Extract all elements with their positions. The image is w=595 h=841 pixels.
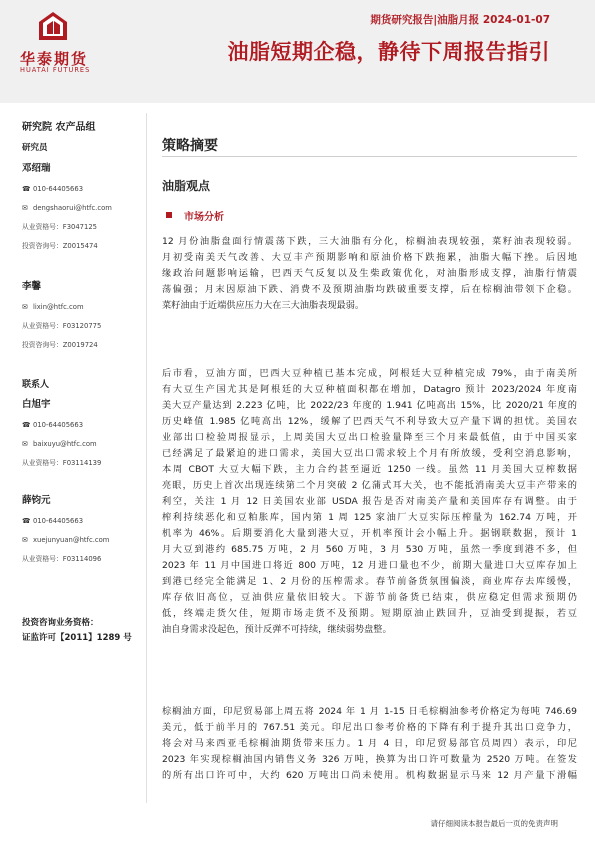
paragraph-line: 菜籽油由于近端供应压力大在三大油脂表现最弱。 xyxy=(162,300,365,311)
paragraph-line: 缘政治问题影响运输，巴西天气反复以及生柴政策优化，对油脂形成支撑，油脂行情震 xyxy=(162,268,577,279)
paragraph-line: 棕榈油方面，印尼贸易部上周五将 2024 年 1 月 1-15 日毛棕榈油参考价格定为每吨 746.69 xyxy=(162,706,577,717)
paragraph-line: 到港已经完全能满足 1、2 月份的压榨需求。春节前备货氛围偏淡，商业库存去库缓慢， xyxy=(162,576,577,587)
analyst-card xyxy=(22,160,142,250)
analyst-email[interactable]: ✉ dengshaorui@htfc.com xyxy=(22,204,112,212)
analyst-name: 邓绍瑞 xyxy=(22,163,51,174)
sidebar xyxy=(22,114,142,153)
license-line: 证监许可【2011】1289 号 xyxy=(22,633,132,643)
section-rule xyxy=(162,156,577,157)
license-info xyxy=(22,616,132,646)
contact-label: 联系人 xyxy=(22,380,50,390)
paragraph-line: 的所有出口许可中，大约 620 万吨出口尚未使用。机构数据显示马来 12 月产量下滑幅 xyxy=(162,770,577,781)
report-tag: 期货研究报告|油脂月报 2024-01-07 xyxy=(370,14,550,26)
paragraph-line: 榨利持续恶化和豆粕胀库，国内第 1 周 125 家油厂大豆实际压榨量为 162.74 万吨，开 xyxy=(162,512,577,523)
phone-icon: ☎ xyxy=(22,517,31,525)
paragraph-line: 已经满足了最紧迫的进口需求，美国大豆出口需求较上个月有所放缓，受利空消息影响， xyxy=(162,448,577,459)
email-icon: ✉ xyxy=(22,440,28,448)
paragraph-line: 油自身需求没起色，预计反弹不可持续，继续弱势盘整。 xyxy=(162,624,392,635)
analyst-practice-no: 从业资格号：F03120775 xyxy=(22,322,102,330)
paragraph-line: 业部出口检验周报显示，上周美国大豆出口检验量降至三个月来最低值，由于中国买家 xyxy=(162,432,577,443)
contact-phone: ☎ 010-64405663 xyxy=(22,421,84,429)
paragraph-line: 利空，关注 1 月 12 日美国农业部 USDA 报告是否对南美产量和美国库存有调整。由于 xyxy=(162,496,577,507)
contact-card xyxy=(22,396,142,467)
phone-icon: ☎ xyxy=(22,421,31,429)
paragraph-line: 将会对马来西亚毛棕榈油期货带来压力。1 月 4 日，印尼贸易部官员周四）表示，印尼 xyxy=(162,738,577,749)
analyst-practice-no: 从业资格号：F3047125 xyxy=(22,223,97,231)
paragraph-line: 美元，低于前半月的 767.51 美元。印尼出口参考价格的下降有利于提升其出口竞争力， xyxy=(162,722,577,733)
email-icon: ✉ xyxy=(22,204,28,212)
disclaimer-note: 请仔细阅读本报告最后一页的免责声明 xyxy=(430,819,558,828)
analyst-advisor-no: 投资咨询号：Z0015474 xyxy=(22,242,98,250)
phone-icon: ☎ xyxy=(22,185,31,193)
contact-name: 薛钧元 xyxy=(22,495,51,506)
license-line: 投资咨询业务资格： xyxy=(22,618,99,628)
paragraph-line: 月初受南美天气改善、大豆丰产预期影响和原油价格下跌拖累，油脂大幅下挫。后因地 xyxy=(162,252,577,263)
analyst-phone: ☎ 010-64405663 xyxy=(22,185,84,193)
sidebar-role: 研究员 xyxy=(22,143,48,153)
paragraph xyxy=(162,704,577,784)
contact-practice-no: 从业资格号：F03114096 xyxy=(22,555,102,563)
paragraph-line: 月大豆到港约 685.75 万吨，2 月 560 万吨，3 月 530 万吨，虽然一季度到港不多，但 xyxy=(162,544,577,555)
paragraph-line: 本周 CBOT 大豆大幅下跌，主力合约甚至逼近 1250 一线。虽然 11 月美国大豆榨数据 xyxy=(162,464,577,475)
paragraph-line: 2023 年 11 月中国进口将近 800 万吨，12 月进口量也不少，前期大量进口大豆库存加上 xyxy=(162,560,577,571)
paragraph-line: 低，终端走货欠佳，短期市场走货不及预期。短期原油止跌回升，豆油受到提振，若豆 xyxy=(162,608,577,619)
bullet-square-icon xyxy=(166,212,172,218)
analyst-email[interactable]: ✉ lixin@htfc.com xyxy=(22,303,84,311)
paragraph-line: 后市看，豆油方面，巴西大豆种植已基本完成，阿根廷大豆种植完成 79%，由于南美所 xyxy=(162,368,577,379)
bullet-label: 市场分析 xyxy=(184,212,224,223)
analyst-name: 李馨 xyxy=(22,281,42,292)
email-icon: ✉ xyxy=(22,303,28,311)
contact-phone: ☎ 010-64405663 xyxy=(22,517,84,525)
paragraph-line: 历史峰值 1.985 亿吨高出 12%，缓解了巴西天气不利导致大豆产量下调的担忧。美国农 xyxy=(162,416,577,427)
paragraph-line: 荡偏强；月末因原油下跌、消费不及预期油脂均跌破重要支撑，后在棕榈油带领下企稳。 xyxy=(162,284,577,295)
sidebar-dept: 研究院 农产品组 xyxy=(22,122,96,133)
paragraph-line: 亮眼，历史上首次出现连续第二个月突破 2 亿蒲式耳大关，也不能抵消南美大豆丰产带来的 xyxy=(162,480,577,491)
paragraph-line: 有大豆生产国尤其是阿根廷的大豆种植面积都在增加，Datagro 预计 2023/2024 年度南 xyxy=(162,384,577,395)
analyst-card xyxy=(22,278,142,349)
paragraph xyxy=(162,234,577,314)
analyst-advisor-no: 投资咨询号：Z0019724 xyxy=(22,341,98,349)
logo-text-en: HUATAI FUTURES xyxy=(20,66,91,74)
report-title: 油脂短期企稳，静待下周报告指引 xyxy=(227,40,550,64)
section-title: 策略摘要 xyxy=(162,138,218,154)
email-icon: ✉ xyxy=(22,536,28,544)
logo xyxy=(20,10,100,72)
logo-mark-icon xyxy=(39,12,67,40)
paragraph-line: 2023 年实现棕榈油国内销售义务 326 万吨，换算为出口许可数量为 2520 万吨。在签发 xyxy=(162,754,577,765)
column-divider xyxy=(146,113,147,803)
contact-email[interactable]: ✉ xuejunyuan@htfc.com xyxy=(22,536,110,544)
logo-text-cn: 华泰期货 xyxy=(20,50,89,68)
paragraph-line: 12 月份油脂盘面行情震荡下跌，三大油脂有分化，棕榈油表现较强，菜籽油表现较弱。 xyxy=(162,236,577,247)
paragraph-line: 机率为 46%。后期要消化大量到港大豆，开机率预计会小幅上升。据钢联数据，预计 1 xyxy=(162,528,577,539)
contact-practice-no: 从业资格号：F03114139 xyxy=(22,459,102,467)
paragraph xyxy=(162,366,577,638)
contact-name: 白旭宇 xyxy=(22,399,51,410)
contact-email[interactable]: ✉ baixuyu@htfc.com xyxy=(22,440,97,448)
paragraph-line: 库存依旧高位，豆油供应量依旧较大。下游节前备货已结束，供应稳定但需求预期仍 xyxy=(162,592,577,603)
sub-title: 油脂观点 xyxy=(162,179,211,193)
contact-card xyxy=(22,492,142,563)
paragraph-line: 美大豆产量达到 2.223 亿吨，比 2022/23 年度的 1.941 亿吨高出 15%，比 2020/21 年度的 xyxy=(162,400,577,411)
